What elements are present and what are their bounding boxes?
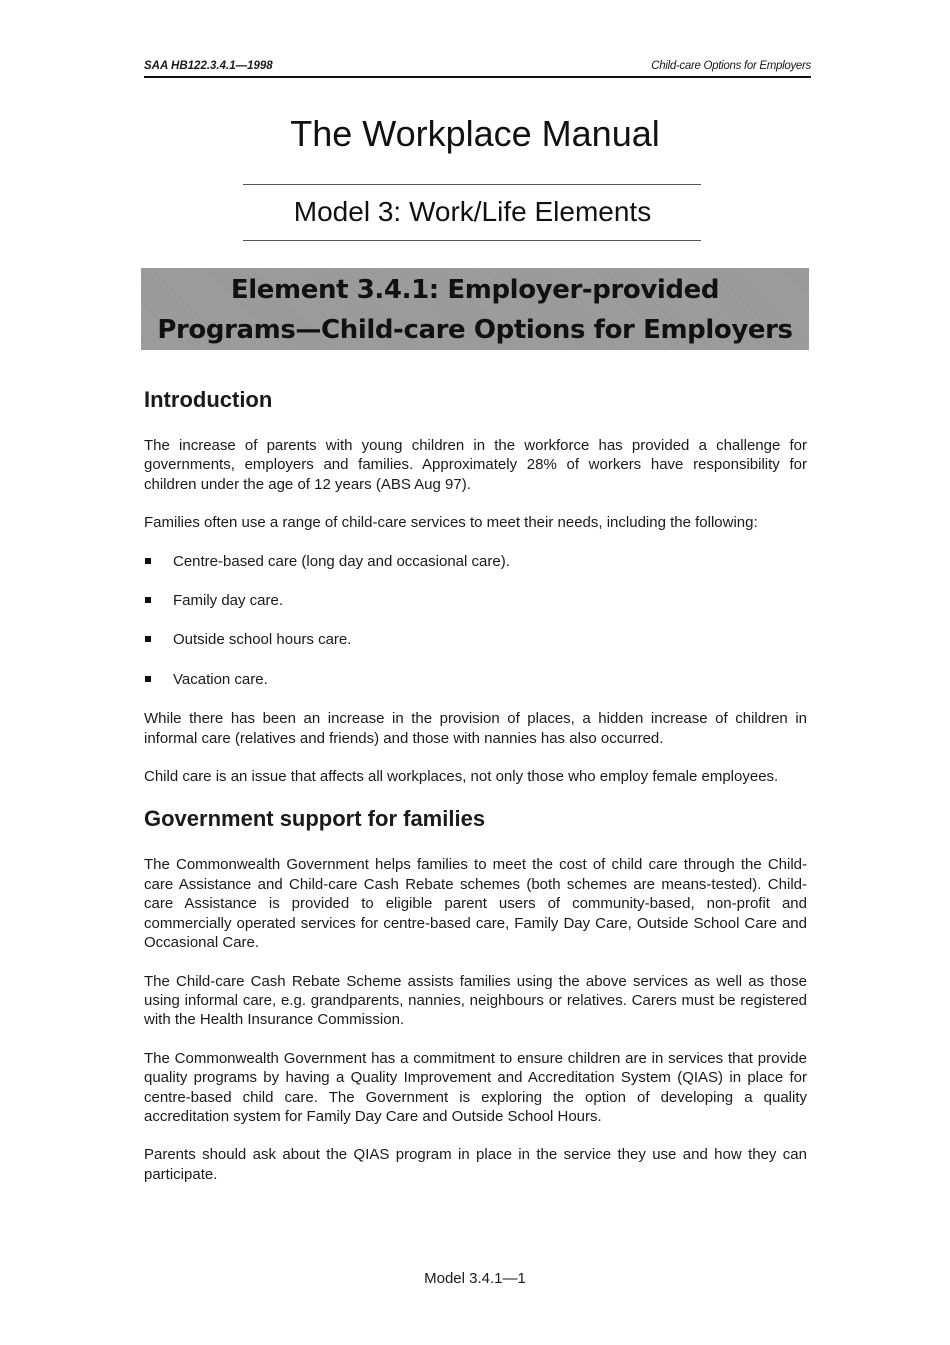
government-support-paragraph-2: The Child-care Cash Rebate Scheme assists families using the above services as well as those using informal care, e.g. grandparents, nannies, neighbours or relatives. Carers must be registered with the Health Insurance Commission.	[144, 972, 807, 1029]
bullet-square-icon	[145, 597, 151, 603]
running-header	[144, 58, 811, 78]
government-support-paragraph-4: Parents should ask about the QIAS program in place in the service they use and how they can participate.	[144, 1146, 807, 1183]
bullet-square-icon	[145, 636, 151, 642]
introduction-paragraph-3: While there has been an increase in the provision of places, a hidden increase of children in informal care (relatives and friends) and those with nannies has also occurred.	[144, 710, 807, 747]
element-banner	[141, 268, 809, 350]
title-divider-top	[243, 184, 701, 185]
element-banner-line-1: Element 3.4.1: Employer-provided	[230, 275, 720, 305]
introduction-paragraph-4: Child care is an issue that affects all workplaces, not only those who employ female employees.	[144, 768, 779, 786]
element-banner-line-2: Programs—Child-care Options for Employers	[157, 315, 793, 345]
introduction-heading: Introduction	[144, 387, 273, 412]
introduction-paragraph-2: Families often use a range of child-care services to meet their needs, including the following:	[144, 514, 758, 532]
list-item	[144, 591, 807, 610]
title-divider-bottom	[243, 240, 701, 241]
list-item	[144, 670, 807, 689]
bullet-square-icon	[145, 676, 151, 682]
page-number: Model 3.4.1—1	[424, 1270, 526, 1287]
bullet-square-icon	[145, 558, 151, 564]
list-item-text: Vacation care.	[173, 670, 268, 688]
header-standard-number: SAA HB122.3.4.1—1998	[144, 60, 273, 72]
model-title: Model 3: Work/Life Elements	[293, 196, 652, 227]
government-support-paragraph-3: The Commonwealth Government has a commitment to ensure children are in services that provide quality programs by having a Quality Improvement and Accreditation System (QIAS) in place for centre-based child care. The Government is exploring the option of developing a quality accreditation system for Family Day Care and Outside School Hours.	[144, 1049, 807, 1125]
list-item	[144, 630, 807, 649]
header-section-title: Child-care Options for Employers	[651, 60, 811, 72]
list-item-text: Outside school hours care.	[173, 631, 352, 649]
list-item	[144, 552, 807, 571]
childcare-services-list	[144, 552, 807, 690]
government-support-paragraph-1: The Commonwealth Government helps families to meet the cost of child care through the Child-care Assistance and Child-care Cash Rebate schemes (both schemes are means-tested). Child-care Assistance is provided to eligible parent users of community-based, non-profit and commercially operated services for centre-based care, Family Day Care, Outside School Care and Occasional Care.	[144, 856, 807, 952]
government-support-heading: Government support for families	[144, 806, 486, 832]
document-title: The Workplace Manual	[290, 113, 660, 154]
introduction-paragraph-1: The increase of parents with young children in the workforce has provided a challenge for governments, employers and families. Approximately 28% of workers have responsibility for children under the age of 12 years (ABS Aug 97).	[144, 437, 807, 493]
list-item-text: Centre-based care (long day and occasional care).	[173, 552, 510, 570]
body-content	[144, 386, 807, 1203]
list-item-text: Family day care.	[173, 592, 284, 610]
